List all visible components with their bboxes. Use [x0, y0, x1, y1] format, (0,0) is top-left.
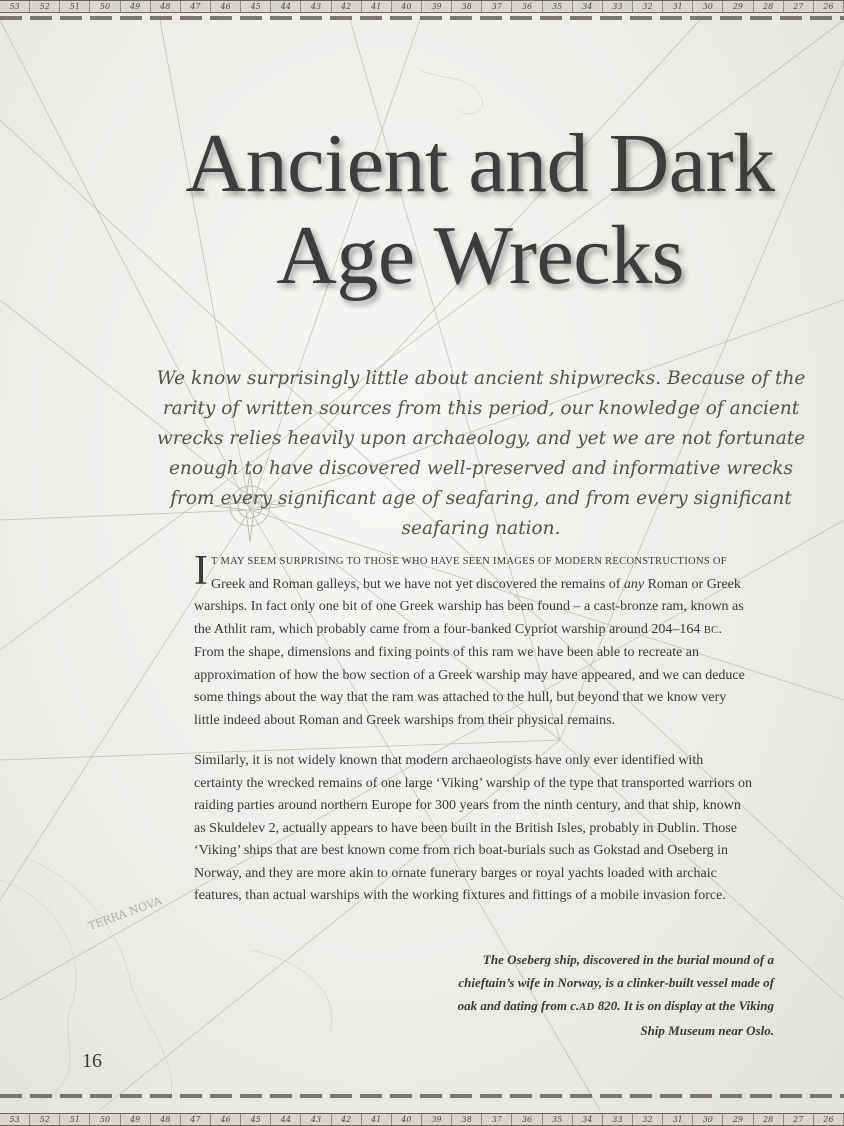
border-dash-top: [0, 16, 844, 20]
border-degree-label: 33: [603, 1114, 633, 1125]
border-degree-label: 37: [482, 1114, 512, 1125]
intro-paragraph: We know surprisingly little about ancient shipwrecks. Because of the rarity of written sources from this period, our knowledge of ancient wrecks relies heavily upon archaeology, and yet we are not fortunate enough to have discovered well-preserved and informative wrecks from every significant age of seafaring, and from every significant seafaring nation.: [156, 368, 806, 539]
border-degree-label: 39: [422, 1114, 452, 1125]
border-degree-label: 41: [362, 1, 392, 12]
border-degree-label: 51: [60, 1114, 90, 1125]
border-degree-label: 43: [301, 1114, 331, 1125]
image-caption: [440, 948, 774, 1042]
smallcaps-lead: T MAY SEEM SURPRISING TO THOSE WHO HAVE SEEN IMAGES OF MODERN RECONSTRUCTIONS OF: [211, 556, 727, 567]
border-degree-label: 49: [121, 1114, 151, 1125]
paragraph1-text-a: Greek and Roman galleys, but we have not yet discovered the remains of: [211, 576, 624, 592]
border-degree-label: 45: [241, 1114, 271, 1125]
border-degree-label: 46: [211, 1, 241, 12]
border-degree-label: 34: [573, 1114, 603, 1125]
border-degree-label: 49: [121, 1, 151, 12]
border-degree-label: 48: [151, 1, 181, 12]
drop-cap: I: [194, 548, 208, 594]
border-degree-label: 35: [543, 1114, 573, 1125]
border-degree-label: 47: [181, 1114, 211, 1125]
border-degree-label: 26: [814, 1, 844, 12]
page-title: [120, 118, 840, 302]
page-number: 16: [82, 1050, 102, 1072]
era-bc: BC: [703, 624, 719, 636]
border-degree-label: 33: [603, 1, 633, 12]
border-degree-label: 28: [754, 1, 784, 12]
body-paragraph-2: Similarly, it is not widely known that modern archaeologists have only ever identified with certainty the wrecked remains of one large ‘Viking’ warship of the type that transported warriors on raiding parties around northern Europe for 300 years from the ninth century, and that ship, known as Skuldelev 2, actually appears to have been built in the British Isles, probably in Dublin. Those ‘Viking’ ships that are best known come from rich boat-burials such as Gokstad and Oseberg in Norway, and they are more akin to ornate funerary barges or royal yachts loaded with archaic features, than actual warships with the working fixtures and fittings of a mobile invasion force.: [194, 753, 753, 903]
border-degree-label: 36: [512, 1, 542, 12]
border-degree-label: 32: [633, 1114, 663, 1125]
border-degree-label: 31: [663, 1114, 693, 1125]
border-degree-label: 39: [422, 1, 452, 12]
border-degree-label: 29: [723, 1114, 753, 1125]
border-degree-label: 29: [723, 1, 753, 12]
border-degree-label: 34: [573, 1, 603, 12]
border-degree-label: 52: [30, 1114, 60, 1125]
border-degree-label: 53: [0, 1, 30, 12]
border-degree-label: 38: [452, 1, 482, 12]
border-degree-label: 27: [784, 1114, 814, 1125]
paragraph1-emphasis: any: [623, 576, 645, 592]
border-degree-label: 46: [211, 1114, 241, 1125]
map-border-bottom: [0, 1113, 844, 1126]
border-degree-label: 52: [30, 1, 60, 12]
border-degree-label: 26: [814, 1114, 844, 1125]
border-degree-label: 45: [241, 1, 271, 12]
border-degree-label: 28: [754, 1114, 784, 1125]
title-line-2: Age Wrecks: [276, 209, 684, 302]
map-label-terra-nova: TERRA NOVA: [86, 894, 164, 933]
border-degree-label: 48: [151, 1114, 181, 1125]
border-degree-label: 47: [181, 1, 211, 12]
border-degree-label: 44: [271, 1, 301, 12]
border-degree-label: 43: [301, 1, 331, 12]
border-degree-label: 27: [784, 1, 814, 12]
border-degree-label: 36: [512, 1114, 542, 1125]
border-degree-label: 42: [332, 1114, 362, 1125]
border-degree-label: 30: [693, 1114, 723, 1125]
map-border-top: [0, 0, 844, 13]
caption-text-a: The Oseberg ship, discovered in the burial mound of a chieftain’s wife in Norway, is a clinker-built vessel made of oak and dating from c.: [457, 952, 774, 1013]
border-degree-label: 41: [362, 1114, 392, 1125]
border-degree-label: 44: [271, 1114, 301, 1125]
border-degree-label: 53: [0, 1114, 30, 1125]
border-degree-label: 50: [90, 1, 120, 12]
border-degree-label: 38: [452, 1114, 482, 1125]
border-degree-label: 31: [663, 1, 693, 12]
border-degree-label: 42: [332, 1, 362, 12]
paragraph1-text-c: . From the shape, dimensions and fixing points of this ram we have been able to recreate an approximation of how the bow section of a Greek warship may have appeared, and we can deduce some things about the way that the ram was attached to the hull, but beyond that we know very little indeed about Roman and Greek warships from their physical remains.: [194, 621, 745, 728]
border-degree-label: 32: [633, 1, 663, 12]
border-dash-bottom: [0, 1094, 844, 1098]
border-degree-label: 30: [693, 1, 723, 12]
caption-text-b: 820. It is on display at the Viking Ship Museum near Oslo.: [594, 998, 774, 1038]
era-ad: AD: [579, 1002, 595, 1013]
border-degree-label: 35: [543, 1, 573, 12]
title-line-1: Ancient and Dark: [185, 117, 775, 210]
border-degree-label: 37: [482, 1, 512, 12]
border-degree-label: 40: [392, 1114, 422, 1125]
paragraph1-text-b: Roman or Greek warships. In fact only one bit of one Greek warship has been found – a cast-bronze ram, known as the Athlit ram, which probably came from a four-banked Cypriot warship around 204–164: [194, 576, 744, 637]
body-paragraph-1: [194, 550, 754, 732]
border-degree-label: 50: [90, 1114, 120, 1125]
border-degree-label: 51: [60, 1, 90, 12]
border-degree-label: 40: [392, 1, 422, 12]
